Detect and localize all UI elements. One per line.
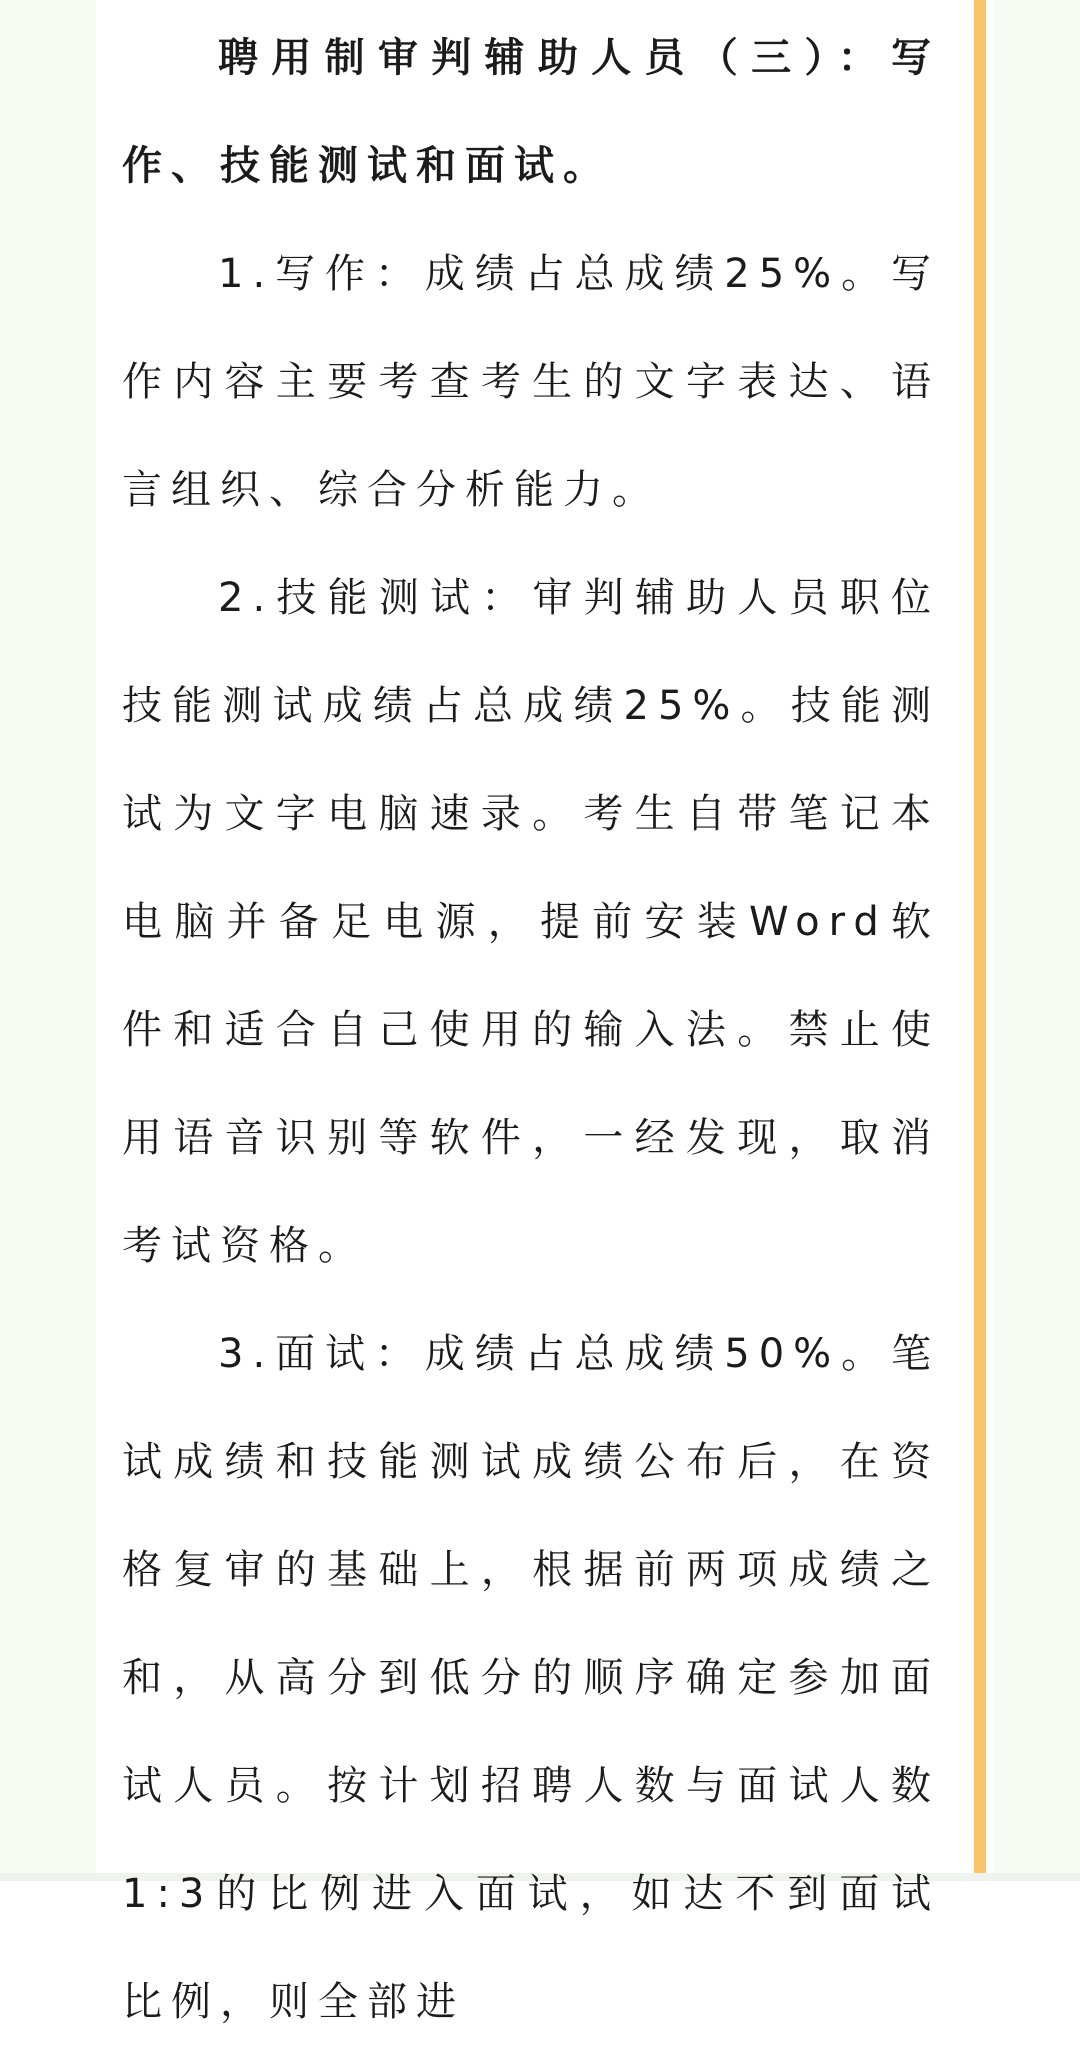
accent-bar xyxy=(974,0,986,1881)
paragraph-writing: 1.写作：成绩占总成绩25%。写作内容主要考查考生的文字表达、语言组织、综合分析能力。 xyxy=(122,251,940,513)
right-margin-band xyxy=(994,0,1080,1881)
paragraph-skill-test: 2.技能测试：审判辅助人员职位技能测试成绩占总成绩25%。技能测试为文字电脑速录。考生自带笔记本电脑并备足电源，提前安装Word软件和适合自己使用的输入法。禁止使用语音识别等软件，一经发现，取消考试资格。 xyxy=(122,575,940,1269)
article-body xyxy=(122,0,940,2056)
left-margin-band xyxy=(0,0,96,1881)
article-heading: 聘用制审判辅助人员（三）：写作、技能测试和面试。 xyxy=(122,35,940,189)
paragraph-interview: 3.面试：成绩占总成绩50%。笔试成绩和技能测试成绩公布后，在资格复审的基础上，根据前两项成绩之和，从高分到低分的顺序确定参加面试人员。按计划招聘人数与面试人数1:3的比例进入面试，如达不到面试比例，则全部进 xyxy=(122,1331,940,2025)
